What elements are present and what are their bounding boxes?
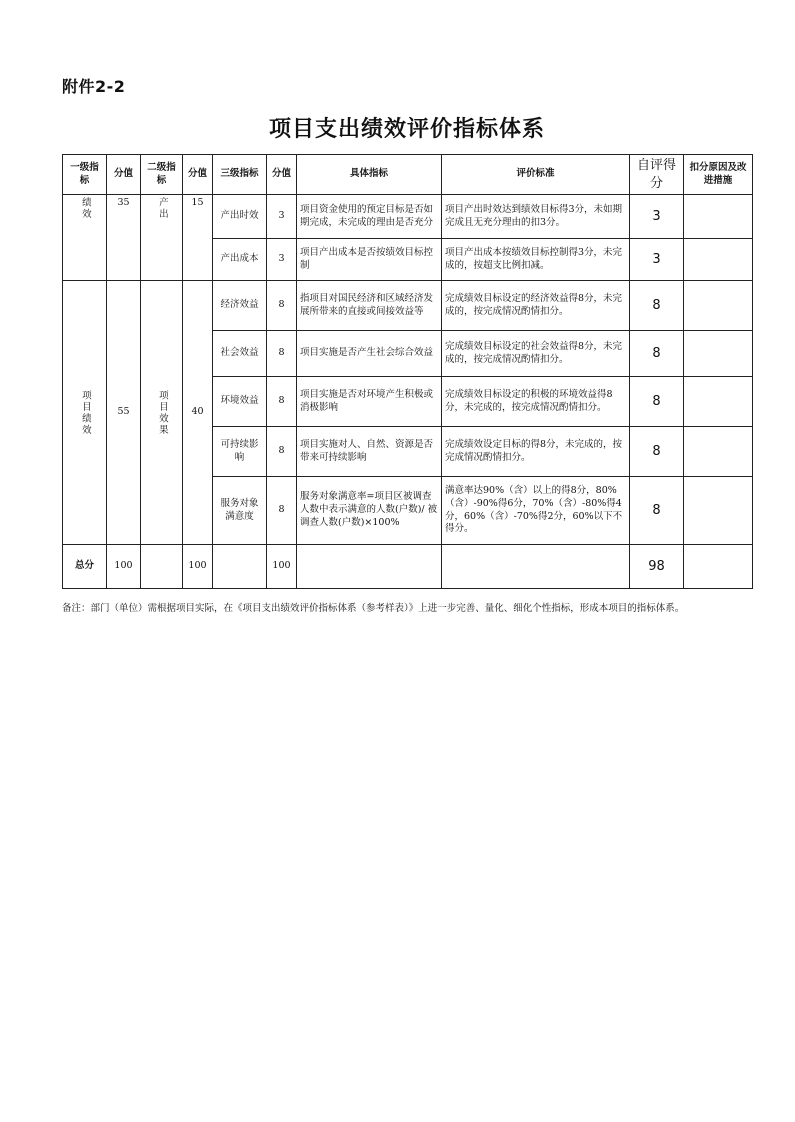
col-header-standard: 评价标准 [442,155,630,195]
standard-cell: 完成绩效目标设定的经济效益得8分，未完成的，按完成情况酌情扣分。 [442,281,630,331]
indicator-cell: 项目资金使用的预定目标是否如期完成，未完成的理由是否充分 [297,195,442,239]
col-header-level2: 二级指标 [141,155,183,195]
level1-label: 项目绩效 [79,389,91,436]
level3-score-cell: 3 [267,239,297,281]
level3-score-cell: 8 [267,427,297,477]
level2-score-cell: 15 [183,195,213,281]
col-header-indicator: 具体指标 [297,155,442,195]
standard-cell: 满意率达90%（含）以上的得8分，80%（含）-90%得6分，70%（含）-80%得4分，60%（含）-70%得2分，60%以下不得分。 [442,477,630,545]
col-header-score1: 分值 [107,155,141,195]
standard-cell: 完成绩效目标设定的积极的环境效益得8分，未完成的，按完成情况酌情扣分。 [442,377,630,427]
level3-cell: 可持续影响 [213,427,267,477]
total-self-score: 98 [630,545,684,589]
standard-cell: 完成绩效目标设定的社会效益得8分，未完成的，按完成情况酌情扣分。 [442,331,630,377]
self-score-cell: 3 [630,239,684,281]
self-score-cell: 8 [630,281,684,331]
col-header-score2: 分值 [183,155,213,195]
attachment-label: 附件2-2 [62,77,126,96]
level1-label: 绩效 [79,197,91,221]
level3-score-cell: 3 [267,195,297,239]
total-level2-score: 100 [183,545,213,589]
table-row [63,195,753,239]
footnote: 备注：部门（单位）需根据项目实际，在《项目支出绩效评价指标体系（参考样表）》上进一步完善、量化、细化个性指标，形成本项目的指标体系。 [62,603,685,614]
level2-label: 项目效果 [156,389,168,436]
total-level3-score: 100 [267,545,297,589]
total-level1-score: 100 [107,545,141,589]
level3-cell: 产出时效 [213,195,267,239]
level3-cell: 产出成本 [213,239,267,281]
indicator-cell: 项目实施是否产生社会综合效益 [297,331,442,377]
col-header-reason: 扣分原因及改进措施 [684,155,753,195]
col-header-level3: 三级指标 [213,155,267,195]
standard-cell: 完成绩效设定目标的得8分，未完成的，按完成情况酌情扣分。 [442,427,630,477]
standard-cell: 项目产出时效达到绩效目标得3分，未如期完成且无充分理由的扣3分。 [442,195,630,239]
reason-cell [684,239,753,281]
reason-cell [684,427,753,477]
level1-score-cell: 35 [107,195,141,281]
page-title: 项目支出绩效评价指标体系 [268,117,545,142]
self-score-cell: 8 [630,477,684,545]
level3-cell: 服务对象满意度 [213,477,267,545]
level3-score-cell: 8 [267,377,297,427]
col-header-level1: 一级指标 [63,155,107,195]
total-empty-cell [213,545,267,589]
level2-cell [141,281,183,545]
total-empty-cell [141,545,183,589]
level3-score-cell: 8 [267,281,297,331]
indicator-cell: 指项目对国民经济和区域经济发展所带来的直接或间接效益等 [297,281,442,331]
reason-cell [684,377,753,427]
header-row [63,155,753,195]
col-header-self-score: 自评得分 [630,155,684,195]
indicator-cell: 项目实施是否对环境产生积极或消极影响 [297,377,442,427]
self-score-cell: 8 [630,427,684,477]
level2-label: 产出 [156,197,168,221]
self-score-cell: 8 [630,377,684,427]
indicator-cell: 服务对象满意率=项目区被调查人数中表示满意的人数(户数)/ 被调查人数(户数)×100% [297,477,442,545]
total-empty-cell [684,545,753,589]
level2-cell [141,195,183,281]
self-score-cell: 3 [630,195,684,239]
self-score-cell: 8 [630,331,684,377]
level3-score-cell: 8 [267,477,297,545]
level3-cell: 经济效益 [213,281,267,331]
reason-cell [684,281,753,331]
level1-cell [63,195,107,281]
total-empty-cell [297,545,442,589]
total-row [63,545,753,589]
level3-cell: 社会效益 [213,331,267,377]
table-row [63,281,753,331]
col-header-score3: 分值 [267,155,297,195]
standard-cell: 项目产出成本按绩效目标控制得3分，未完成的，按超支比例扣减。 [442,239,630,281]
evaluation-table [62,154,753,589]
level1-cell [63,281,107,545]
total-empty-cell [442,545,630,589]
reason-cell [684,477,753,545]
indicator-cell: 项目产出成本是否按绩效目标控制 [297,239,442,281]
level1-score-cell: 55 [107,281,141,545]
level3-score-cell: 8 [267,331,297,377]
total-label: 总分 [63,545,107,589]
indicator-cell: 项目实施对人、自然、资源是否带来可持续影响 [297,427,442,477]
reason-cell [684,195,753,239]
level3-cell: 环境效益 [213,377,267,427]
level2-score-cell: 40 [183,281,213,545]
reason-cell [684,331,753,377]
